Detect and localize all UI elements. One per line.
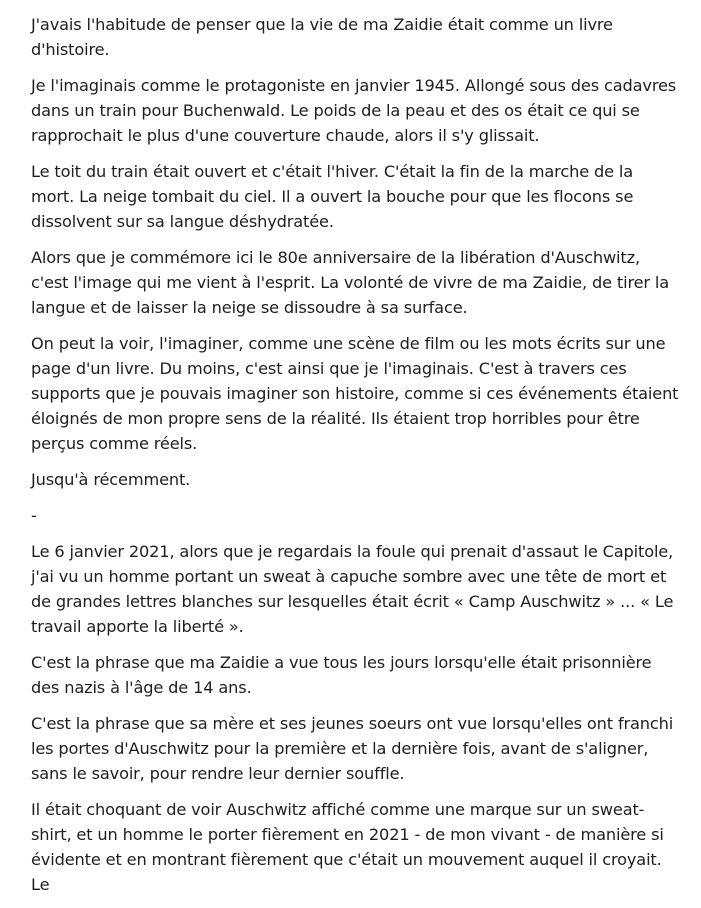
paragraph: Alors que je commémore ici le 80e anniversaire de la libération d'Auschwitz, c'est l'image qui me vient à l'esprit. La volonté de vivre de ma Zaidie, de tirer la langue et de laisser la neige se dissoudre à sa surface. <box>31 248 670 317</box>
paragraph: C'est la phrase que sa mère et ses jeunes soeurs ont vue lorsqu'elles ont franchi les portes d'Auschwitz pour la première et la dernière fois, avant de s'aligner, sans le savoir, pour rendre leur dernier souffle. <box>31 714 674 783</box>
article-body <box>31 12 681 908</box>
paragraph: J'avais l'habitude de penser que la vie de ma Zaidie était comme un livre d'histoire. <box>31 15 613 59</box>
section-separator: - <box>31 506 37 525</box>
paragraph: Il était choquant de voir Auschwitz affiché comme une marque sur un sweat-shirt, et un homme le porter fièrement en 2021 - de mon vivant - de manière si évidente et en montrant fièrement que c'était un mouvement auquel il croyait. Le <box>31 800 664 894</box>
paragraph: Le 6 janvier 2021, alors que je regardais la foule qui prenait d'assaut le Capitole, j'ai vu un homme portant un sweat à capuche sombre avec une tête de mort et de grandes lettres blanches sur lesquelles était écrit « Camp Auschwitz » ... « Le travail apporte la liberté ». <box>31 542 674 636</box>
paragraph: Jusqu'à récemment. <box>31 470 191 489</box>
paragraph: Le toit du train était ouvert et c'était l'hiver. C'était la fin de la marche de la mort. La neige tombait du ciel. Il a ouvert la bouche pour que les flocons se dissolvent sur sa langue déshydratée. <box>31 162 634 231</box>
paragraph: Je l'imaginais comme le protagoniste en janvier 1945. Allongé sous des cadavres dans un train pour Buchenwald. Le poids de la peau et des os était ce qui se rapprochait le plus d'une couverture chaude, alors il s'y glissait. <box>31 76 677 145</box>
paragraph: On peut la voir, l'imaginer, comme une scène de film ou les mots écrits sur une page d'un livre. Du moins, c'est ainsi que je l'imaginais. C'est à travers ces supports que je pouvais imaginer son histoire, comme si ces événements étaient éloignés de mon propre sens de la réalité. Ils étaient trop horribles pour être perçus comme réels. <box>31 334 679 453</box>
paragraph: C'est la phrase que ma Zaidie a vue tous les jours lorsqu'elle était prisonnière des nazis à l'âge de 14 ans. <box>31 653 652 697</box>
